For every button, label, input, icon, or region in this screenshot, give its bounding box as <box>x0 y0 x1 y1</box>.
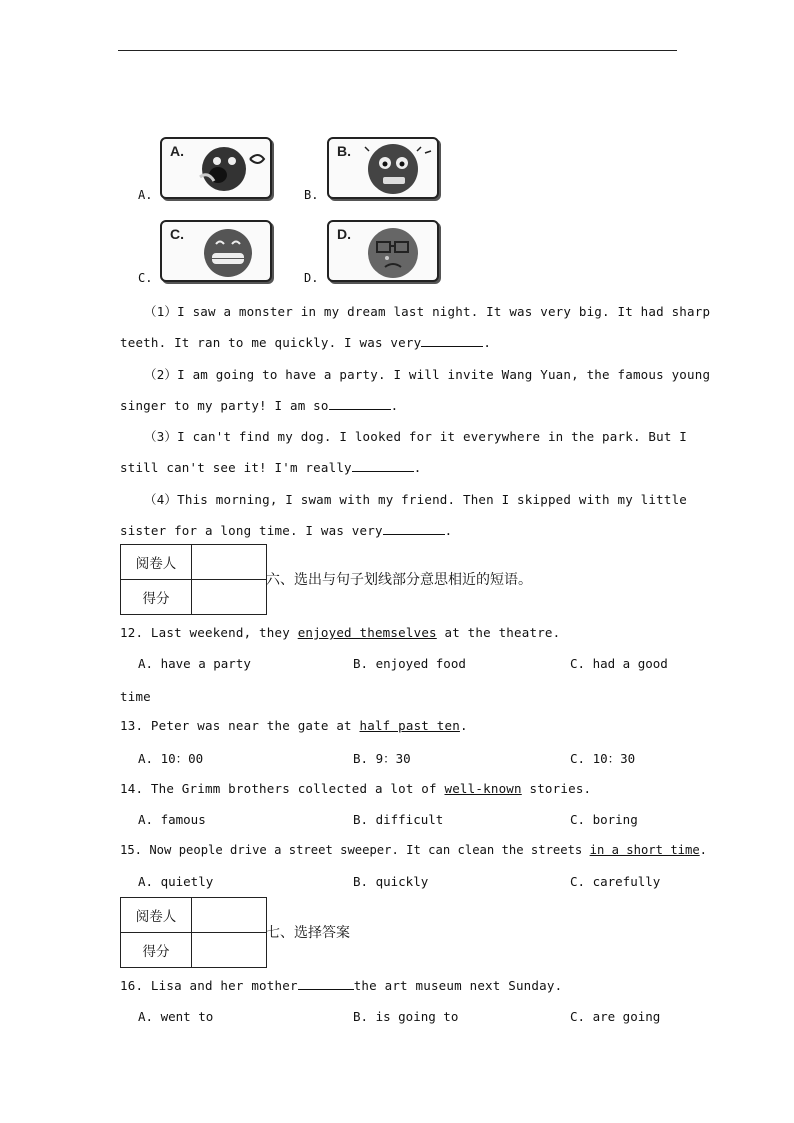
option-letter-d: D. <box>304 271 319 285</box>
question-15-text-end: . <box>699 843 708 857</box>
section-7-title: 七、选择答案 <box>266 925 350 941</box>
picture-d <box>327 220 439 282</box>
question-13-text-end: . <box>459 718 468 733</box>
question-12-underlined: enjoyed themselves <box>297 625 437 640</box>
answer-blank-3[interactable] <box>352 460 414 472</box>
picture-a <box>160 137 272 199</box>
sentence-4-line-2 <box>120 523 452 538</box>
score-label: 得分 <box>121 580 192 615</box>
question-16 <box>120 978 562 993</box>
question-12-option-c-wrap: time <box>120 689 151 704</box>
question-16-option-a[interactable]: A. went to <box>138 1009 214 1024</box>
sentence-3-line-2 <box>120 460 422 475</box>
sentence-1-line-1: （1）I saw a monster in my dream last night. It was very big. It had sharp <box>144 304 711 319</box>
question-14-underlined: well-known <box>444 781 522 796</box>
sentence-4-line-1: （4）This morning, I swam with my friend. Then I skipped with my little <box>144 492 688 507</box>
answer-blank-1[interactable] <box>421 335 483 347</box>
question-14 <box>120 781 591 796</box>
period: . <box>483 335 492 350</box>
period: . <box>413 460 422 475</box>
sentence-3-line-1: （3）I can't find my dog. I looked for it everywhere in the park. But I <box>144 429 688 444</box>
question-16-text-end: the art museum next Sunday. <box>353 978 563 993</box>
question-15-text: 15. Now people drive a street sweeper. It can clean the streets <box>120 843 590 857</box>
score-cell[interactable] <box>192 933 267 968</box>
question-13-option-a[interactable]: A. 10：00 <box>138 751 204 766</box>
section-6-title: 六、选出与句子划线部分意思相近的短语。 <box>266 572 532 588</box>
sentence-4-text: sister for a long time. I was very <box>120 523 383 538</box>
score-cell[interactable] <box>192 580 267 615</box>
question-12-option-b[interactable]: B. enjoyed food <box>353 656 466 671</box>
sentence-2-text: singer to my party! I am so <box>120 398 329 413</box>
sentence-1-line-2 <box>120 335 491 350</box>
question-13-option-b[interactable]: B. 9：30 <box>353 751 411 766</box>
sentence-1-text: teeth. It ran to me quickly. I was very <box>120 335 422 350</box>
question-13-option-c[interactable]: C. 10：30 <box>570 751 636 766</box>
question-14-option-c[interactable]: C. boring <box>570 812 638 827</box>
picture-b <box>327 137 439 199</box>
question-13-underlined: half past ten <box>359 718 460 733</box>
option-letter-c: C. <box>138 271 153 285</box>
picture-c <box>160 220 272 282</box>
reviewer-label: 阅卷人 <box>121 898 192 933</box>
sentence-2-line-1: （2）I am going to have a party. I will invite Wang Yuan, the famous young <box>144 367 711 382</box>
question-12-option-a[interactable]: A. have a party <box>138 656 251 671</box>
score-label: 得分 <box>121 933 192 968</box>
question-14-option-b[interactable]: B. difficult <box>353 812 444 827</box>
sentence-2-line-2 <box>120 398 398 413</box>
question-12-text: 12. Last weekend, they <box>120 625 298 640</box>
reviewer-cell[interactable] <box>192 898 267 933</box>
picture-d-label: D. <box>337 226 351 242</box>
header-rule <box>118 50 677 51</box>
question-15 <box>120 843 707 857</box>
reviewer-cell[interactable] <box>192 545 267 580</box>
answer-blank-2[interactable] <box>329 398 391 410</box>
picture-b-label: B. <box>337 143 351 159</box>
question-14-text-end: stories. <box>521 781 592 796</box>
answer-blank-4[interactable] <box>383 523 445 535</box>
score-box-section-7 <box>120 897 267 968</box>
question-12 <box>120 625 560 640</box>
question-16-option-b[interactable]: B. is going to <box>353 1009 459 1024</box>
period: . <box>444 523 453 538</box>
question-13-text: 13. Peter was near the gate at <box>120 718 360 733</box>
question-14-text: 14. The Grimm brothers collected a lot of <box>120 781 445 796</box>
question-16-text: 16. Lisa and her mother <box>120 978 298 993</box>
question-14-option-a[interactable]: A. famous <box>138 812 206 827</box>
answer-blank-16[interactable] <box>298 978 354 990</box>
question-16-option-c[interactable]: C. are going <box>570 1009 661 1024</box>
period: . <box>390 398 399 413</box>
question-13 <box>120 718 468 733</box>
option-letter-b: B. <box>304 188 319 202</box>
picture-a-label: A. <box>170 143 184 159</box>
reviewer-label: 阅卷人 <box>121 545 192 580</box>
option-letter-a: A. <box>138 188 153 202</box>
question-15-option-b[interactable]: B. quickly <box>353 874 429 889</box>
picture-c-label: C. <box>170 226 184 242</box>
question-15-underlined: in a short time <box>589 843 700 857</box>
score-box-section-6 <box>120 544 267 615</box>
sentence-3-text: still can't see it! I'm really <box>120 460 352 475</box>
question-12-text-end: at the theatre. <box>436 625 561 640</box>
question-15-option-a[interactable]: A. quietly <box>138 874 214 889</box>
question-12-option-c[interactable]: C. had a good <box>570 656 668 671</box>
question-15-option-c[interactable]: C. carefully <box>570 874 661 889</box>
